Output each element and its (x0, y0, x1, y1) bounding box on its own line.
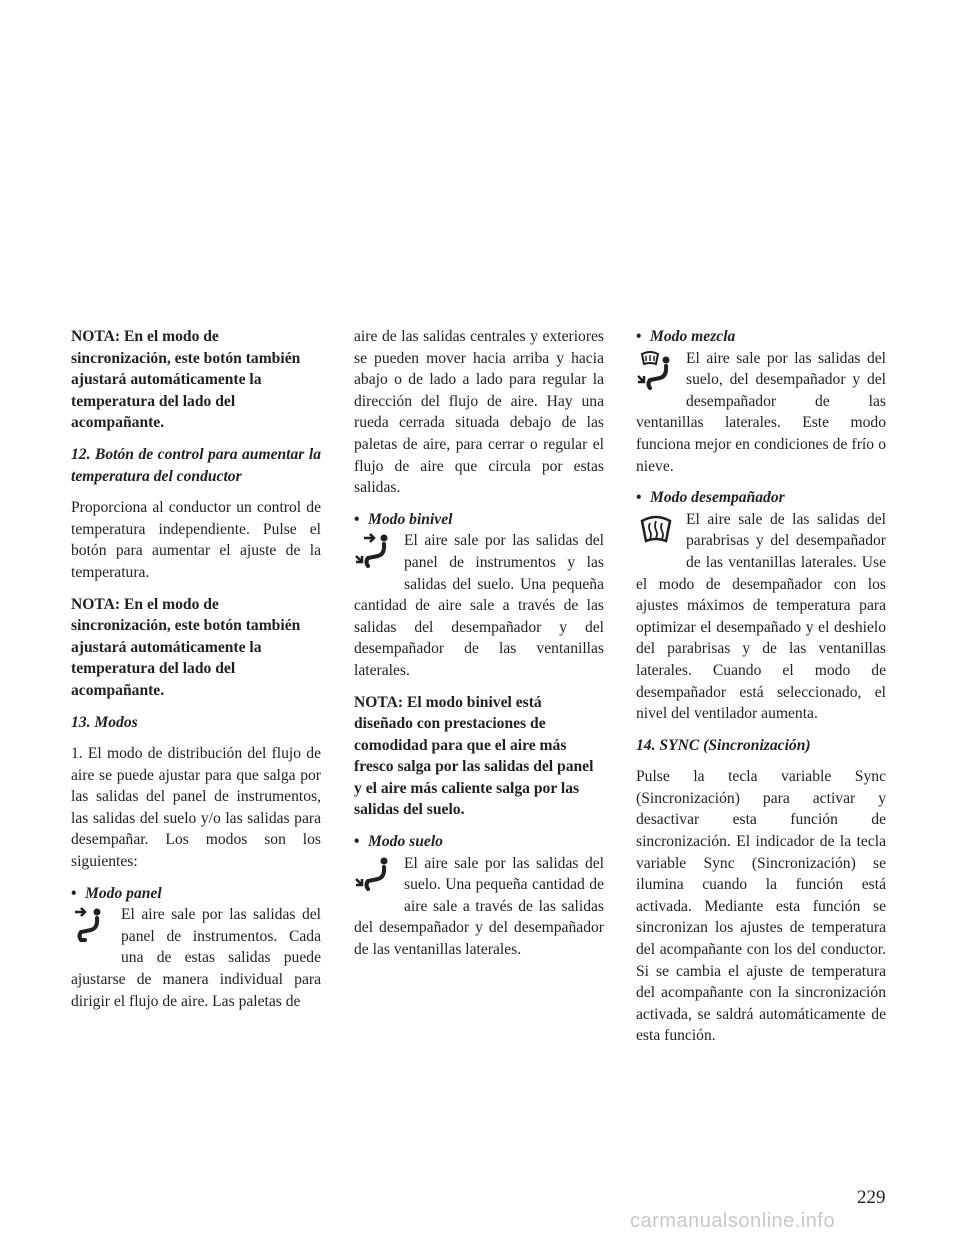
watermark: carmanualsonline.info (630, 1210, 836, 1232)
column-left (71, 326, 321, 1022)
paragraph-13: 1. El modo de distribución del flujo de aire se puede ajustar para que salga por las salidas del panel de instrumentos, las salidas del suelo y/o las salidas para desempañar. Los modos son los siguientes: (71, 745, 321, 871)
note-bilevel: NOTA: El modo binivel está diseñado con prestaciones de comodidad para que el aire más fresco salga por las salidas del panel y el aire más caliente salga por las salidas del suelo. (354, 693, 594, 819)
mix-mode-text: El aire sale por las salidas del suelo, del desempañador y del desempañador de las ventanillas laterales. Este modo funciona mejor en condiciones de frío o nieve. (636, 349, 886, 475)
note-sync-1: NOTA: En el modo de sincronización, este botón también ajustará automáticamente la temperatura del lado del acompañante. (71, 328, 301, 432)
paragraph-14: Pulse la tecla variable Sync (Sincronización) para activar y desactivar esta función de sincronización. El indicador de la tecla variable Sync (Sincronización) se ilumina cuando la función está activada. Mediante esta función se sincronizan los ajustes de temperatura del acompañante con los del conductor. Si se cambia el ajuste de temperatura del acompañante con la sincronización activada, se saldrá automáticamente de esta función. (636, 768, 886, 1045)
column-middle (354, 326, 604, 971)
panel-mode-text: El aire sale por las salidas del panel de instrumentos. Cada una de estas salidas puede ajustarse de manera individual para dirigir el flujo de aire. Las paletas de (71, 906, 321, 1010)
bullet-label: Modo panel (85, 884, 162, 902)
paragraph-12: Proporciona al conductor un control de temperatura independiente. Pulse el botón para aumentar el ajuste de la temperatura. (71, 499, 321, 581)
floor-mode-text: El aire sale por las salidas del suelo. Una pequeña cantidad de aire sale a través de las salidas del desempañador y del desempañador de las ventanillas laterales. (354, 854, 604, 959)
floor-mode-icon (354, 855, 398, 909)
panel-mode-text-continued: aire de las salidas centrales y exteriores se pueden mover hacia arriba y hacia abajo o de lado a lado para regular la dirección del flujo de aire. Hay una rueda cerrada situada debajo de las paletas de aire, para cerrar o regular el flujo de aire que circula por estas salidas. (354, 328, 604, 497)
defrost-mode-text: El aire sale de las salidas del parabrisas y del desempañador de las ventanillas laterales. Use el modo de desempañador con los ajustes máximos de temperatura para optimizar el desempañado y el deshielo del parabrisas y de las ventanillas laterales. Cuando el modo de desempañador está seleccionado, el nivel del ventilador aumenta. (636, 510, 886, 723)
note-sync-2: NOTA: En el modo de sincronización, este botón también ajustará automáticamente la temperatura del lado del acompañante. (71, 595, 301, 699)
bullet-modo-binivel: • Modo binivel (354, 510, 453, 528)
bullet-modo-panel: • Modo panel (71, 884, 162, 902)
bullet-label: Modo desempañador (650, 489, 785, 507)
heading-12: 12. Botón de control para aumentar la temperatura del conductor (71, 445, 321, 485)
bullet-modo-desempanador: • Modo desempañador (636, 489, 785, 507)
heading-13: 13. Modos (71, 713, 138, 731)
bullet-label: Modo suelo (368, 833, 443, 851)
page-number: 229 (857, 1187, 886, 1208)
bullet-label: Modo mezcla (650, 328, 736, 345)
defrost-mode-icon (636, 511, 680, 565)
bullet-modo-suelo: • Modo suelo (354, 833, 443, 851)
mix-mode-icon (636, 350, 680, 404)
bilevel-mode-text: El aire sale por las salidas del panel de instrumentos y las salidas del suelo. Una pequeña cantidad de aire sale a través de las salidas del desempañador y del desempañador de las ventanillas laterales. (354, 532, 604, 679)
column-right (636, 326, 886, 1057)
heading-14: 14. SYNC (Sincronización) (636, 736, 811, 754)
bullet-label: Modo binivel (368, 510, 453, 528)
bilevel-mode-icon (354, 532, 398, 586)
panel-mode-icon (71, 906, 115, 960)
bullet-modo-mezcla: • Modo mezcla (636, 328, 736, 345)
